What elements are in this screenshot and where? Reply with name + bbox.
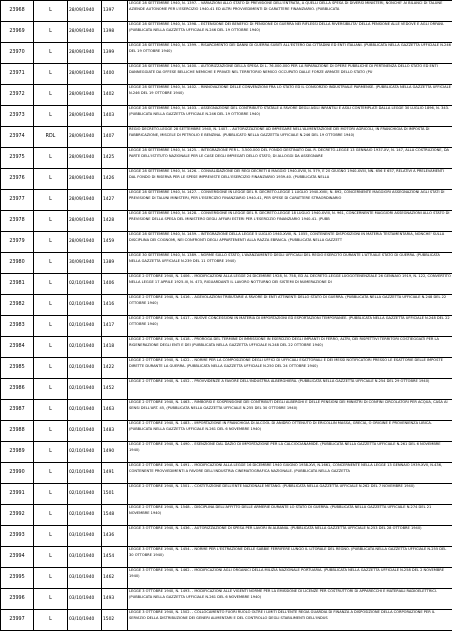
row-number: 1483 [102,421,128,442]
row-number: 1427 [102,190,128,211]
row-id: 23989 [1,442,34,463]
row-date: 28/09/1940 [68,43,102,64]
row-id: 23984 [1,337,34,358]
row-number: 1490 [102,442,128,463]
row-id: 23978 [1,211,34,232]
table-row [1,85,452,106]
row-number: 1428 [102,211,128,232]
row-number: 1397 [102,1,128,22]
table-row [1,568,452,589]
table-row [1,316,452,337]
row-id: 23995 [1,568,34,589]
table-row [1,190,452,211]
row-type: L [34,106,68,127]
row-type: L [34,463,68,484]
row-text: LEGGE 28 SETTEMBRE 1940, N. 1426. - CONVALIDAZIONE DEI REGI DECRETI 8 MAGGIO 1940-XVIII, N. 579, E 20 GIUGNO 1940-XVIII, NN. 656 E 657, RELATIVI A PRELEVAMENTI DAL FONDO DI RISERVA PER LE SPESE IMPREVISTE DELL'ESERCIZIO FINANZIARIO 1939-40. (PUBBLICATA NELLA [128,169,452,190]
row-text: LEGGE 2 OTTOBRE 1940, N. 1406. - MODIFICAZIONI ALLA LEGGE 24 DICEMBRE 1928, N. 758, ED AL DECRETO-LEGGE LUOGOTENENZIALE 26 GENNAIO 1919, N. 122, CONVERTITO NELLA LEGGE 17 APRILE 1925-III, N. 473, RIGUARDANTI IL LAVORO NOTTURNO DEI SISTEMI DI NUMERAZIONE DI [128,274,452,295]
row-date: 28/09/1940 [68,190,102,211]
row-number: 1548 [102,505,128,526]
row-date: 28/09/1940 [68,64,102,85]
row-date: 28/09/1940 [68,1,102,22]
table-row [1,610,452,631]
row-date: 30/09/1940 [68,253,102,274]
row-number: 1436 [102,526,128,547]
row-type: L [34,1,68,22]
row-id: 23974 [1,127,34,148]
row-id: 23988 [1,421,34,442]
table-row [1,274,452,295]
row-date: 03/10/1940 [68,547,102,568]
row-date: 02/10/1940 [68,316,102,337]
row-type: L [34,148,68,169]
row-number: 1422 [102,358,128,379]
table-row [1,589,452,610]
row-text: LEGGE 2 OTTOBRE 1940, N. 1452. - PROVVIDENZE A FAVORE DELL'INDUSTRIA ALBERGHIERA. (PUBBLICATA NELLA GAZZETTA UFFICIALE N.254 DEL 29 OTTOBRE 1940) [128,379,452,400]
row-id: 23990 [1,463,34,484]
row-id: 23970 [1,43,34,64]
row-text: LEGGE 2 OTTOBRE 1940, N. 1483. - IMPORTAZIONE IN FRANCHIGIA DI ALCOOL DI ANIDRO OTTENUTO DI ERICOLLIN MASSA, GRECIA, O ORIGINE E PROVENIENZA LIBICA. (PUBBLICATA NELLA GAZZETTA UFFICIALE N.261 DEL 6 NOVEMBRE 1940) [128,421,452,442]
row-date: 02/10/1940 [68,463,102,484]
row-type: L [34,484,68,505]
row-type: L [34,568,68,589]
row-date: 02/10/1940 [68,484,102,505]
row-id: 23987 [1,400,34,421]
row-date: 02/10/1940 [68,442,102,463]
row-date: 28/09/1940 [68,85,102,106]
row-number: 1389 [102,253,128,274]
row-type: L [34,526,68,547]
table-row [1,43,452,64]
row-type: L [34,253,68,274]
row-text: LEGGE 28 SETTEMBRE 1940, N. 1398. - ESTENSIONE DEI BENEFICI DI PENSIONE DI GUERRA NEI RIFLESSI DELLA RIVERSIBILITA' DELLA PENSIONE ALLE VEDOVE E AGLI ORFANI. (PUBBLICATA NELLA GAZZETTA UFFICIALE N.246 DEL 19 OTTOBRE 1940) [128,22,452,43]
row-id: 23979 [1,232,34,253]
row-text: LEGGE 3 OTTOBRE 1940, N. 1454. - NORME PER L'ESTRAZIONE DELLE SABBIE FERRIFERE LUNGO IL LITORALE DEL REGNO. (PUBBLICATA NELLA GAZZETTA UFFICIALE N.255 DEL 30 OTTOBRE 1940) [128,547,452,568]
row-type: L [34,547,68,568]
row-text: LEGGE 2 OTTOBRE 1940, N. 1417. - NUOVE CONCESSIONI IN MATERIA DI IMPORTAZIONI ED ESPORTAZIONI TEMPORANEE. (PUBBLICATA NELLA GAZZETTA UFFICIALE N.248 DEL 22 OTTOBRE 1940) [128,316,452,337]
table-row [1,421,452,442]
row-text: LEGGE 2 OTTOBRE 1940, N. 1491. - MODIFICAZIONI ALLA LEGGE 16 DICEMBRE 1940 GIUGNO 1938-XVI, N.1661, CONCERNENTE NELLA LEGGE 13 GENNAIO 1939-XVII, N.436, CONTENENTE PROVVEDIMENTI A FAVORE DELL'INDUSTRIA CINEMATOGRAFICA NAZIONALE. (PUBBLICATA NELLA GAZZETTA [128,463,452,484]
row-number: 1417 [102,316,128,337]
row-text: LEGGE 2 OTTOBRE 1940, N. 1501. - COSTITUZIONE DELL'ENTE NAZIONALE METANO. (PUBBLICATA NELLA GAZZETTA UFFICIALE N.262 DEL 7 NOVEMBRE 1940) [128,484,452,505]
row-date: 28/09/1940 [68,169,102,190]
row-text: LEGGE 28 SETTEMBRE 1940, N. 1399. - RISARCIMENTO DEI DANNI DI GUERRA SUBITI ALL'ESTERO DA CITTADINI ED ENTI ITALIANI. (PUBBLICATA NELLA GAZZETTA UFFICIALE N.246 DEL 19 OTTOBRE 1940) [128,43,452,64]
row-type: L [34,64,68,85]
row-id: 23976 [1,169,34,190]
row-text: LEGGE 2 OTTOBRE 1940, N. 1463. - RIMBORSI E SOSPENSIONE DEI CONTRIBUTI DEGLI ALBERGHI E DELLE PENSIONI DEI MINISTRI DI CONFINI CIRCOLATORI PER ACQUA, CASA AI SENSI DELL'ART. 45, (PUBBLICATA NELLA GAZZETTA UFFICIALE N.255 DEL 30 OTTOBRE 1940) [128,400,452,421]
row-id: 23992 [1,505,34,526]
row-text: LEGGE 2 OTTOBRE 1940, N. 1490. - ESENZIONE DAL DAZIO DI IMPORTAZIONE PER LA CALCIOCIANAMIDE. (PUBBLICATA NELLA GAZZETTA UFFICIALE N.261 DEL 6 NOVEMBRE 1940) [128,442,452,463]
row-id: 23977 [1,190,34,211]
row-id: 23975 [1,148,34,169]
row-id: 23972 [1,85,34,106]
row-id: 23968 [1,1,34,22]
row-text: LEGGE 2 OTTOBRE 1940, N. 1548. - DISCIPLINA DELL'AFFITTO DELLE ARMERIE DURANTE LO STATO DI GUERRA. (PUBBLICATA NELLA GAZZETTA UFFICIALE N.274 DEL 21 NOVEMBRE 1940) [128,505,452,526]
table-row [1,358,452,379]
row-text: LEGGE 2 OTTOBRE 1940, N. 1418. - PROROGA DEL TERMINE DI IMMISSIONE IN ESERCIZIO DEGLI IMPIANTI DI FERRO, ALTRI, DEI RISPETTIVI TERRITORI COSTIEGGIATI PER LA RIGENERAZIONE DEGLI ENTI E DEI (PUBBLICATA NELLA GAZZETTA UFFICIALE N.248 DEL 22 OTTOBRE 1940) [128,337,452,358]
row-text: LEGGE 28 SETTEMBRE 1940, N. 1400. - AUTORIZZAZIONE DELLA SPESA DI L. 76.000.000 PER LA RIPARAZIONE DI OPERE PUBBLICHE DI PERTINENZA DELLO STATO ED ENTI DANNEGGIATE DA OFFESE BELLICHE NEMICHE E PRIVATI NEL TERRITORIO NEMICO OCCUPATO DALLE FORZE ARMATE DELLO STATO (PU [128,64,452,85]
row-type: L [34,274,68,295]
row-type: L [34,400,68,421]
table-row [1,169,452,190]
row-number: 1402 [102,85,128,106]
table-row [1,148,452,169]
row-text: LEGGE 30 SETTEMBRE 1940, N. 1389. - NORME SULLO STATO, L'AVANZAMENTO DEGLI UFFICIALI DEL REGIO ESERCITO DURANTE L'ATTUALE STATO DI GUERRA. (PUBBLICATA NELLA GAZZETTA UFFICIALE N.239 DEL 11 OTTOBRE 1940) [128,253,452,274]
row-number: 1407 [102,127,128,148]
row-id: 23973 [1,106,34,127]
row-date: 03/10/1940 [68,526,102,547]
row-type: L [34,505,68,526]
table-row [1,106,452,127]
row-date: 02/10/1940 [68,337,102,358]
table-row [1,1,452,22]
row-id: 23996 [1,589,34,610]
row-id: 23983 [1,316,34,337]
table-row [1,442,452,463]
row-text: LEGGE 28 SETTEMBRE 1940, N. 1403. - ASSEGNAZIONE DEL CONTRIBUTO STATALE A FAVORE DEGLI ASILI INFANTILI E ASILI CONTEMPLATI DALLA LEGGE 30 LUGLIO 1896, N. 343. (PUBBLICATA NELLA GAZZETTA UFFICIALE N.246 DEL 19 OTTOBRE 1940) [128,106,452,127]
row-date: 28/09/1940 [68,148,102,169]
row-type: L [34,295,68,316]
row-number: 1418 [102,337,128,358]
row-date: 02/10/1940 [68,400,102,421]
row-date: 28/09/1940 [68,127,102,148]
row-number: 1426 [102,169,128,190]
row-type: L [34,358,68,379]
row-text: LEGGE 28 SETTEMBRE 1940, N. 1397. - VARIAZIONI ALLO STATO DI PREVISIONE DELL'ENTRATA, A QUELLI DELLA SPESA DI DIVERSI MINISTERI, NONCHE' AI BILANCI DI TALUNE AZIENDE AUTONOME PER L'ESERCIZIO 1940-41 ED ALTRI PROVVEDIMENTI DI CARATTERE FINANZIARIO. (PUBBLICATA [128,1,452,22]
row-type: RDL [34,127,68,148]
row-date: 28/09/1940 [68,22,102,43]
row-number: 1400 [102,64,128,85]
row-number: 1454 [102,547,128,568]
row-id: 23981 [1,274,34,295]
row-type: L [34,190,68,211]
row-type: L [34,232,68,253]
row-id: 23997 [1,610,34,631]
row-number: 1462 [102,568,128,589]
row-number: 1463 [102,400,128,421]
row-number: 1403 [102,106,128,127]
row-number: 1502 [102,610,128,631]
table-row [1,526,452,547]
table-row [1,295,452,316]
row-text: LEGGE 28 SETTEMBRE 1940, N. 1425. - INTEGRAZIONE PER L. 3.500.000 DEL FONDO DESTINATO DAL R. DECRETO-LEGGE 13 GENNAIO 1937-XV, N. 147, ALLA COSTRUZIONE, DA PARTE DELL'ISTITUTO NAZIONALE PER LE CASE DEGLI IMPIEGATI DELLO STATO, DI ALLOGGI DA ASSEGNARE [128,148,452,169]
row-id: 23993 [1,526,34,547]
row-date: 02/10/1940 [68,379,102,400]
row-date: 02/10/1940 [68,421,102,442]
row-type: L [34,85,68,106]
row-id: 23985 [1,358,34,379]
row-id: 23994 [1,547,34,568]
row-text: LEGGE 28 SETTEMBRE 1940, N. 1402. - RINNOVAZIONE DELLE CONVENZIONI FRA LO STATO ED IL CONSORZIO INDUSTRIALE PARMENSE. (PUBBLICATA NELLA GAZZETTA UFFICIALE N.246 DEL 19 OTTOBRE 1940) [128,85,452,106]
row-text: LEGGE 3 OTTOBRE 1940, N. 1493. - MODIFICAZIONI ALLE VIGENTI NORME PER LA EMISSIONE DI LICENZE PER COSTRUTTORI DI APPARECCHI E MATERIALI RADIOELETTRICI. (PUBBLICATA NELLA GAZZETTA UFFICIALE N.261 DEL 6 NOVEMBRE 1940) [128,589,452,610]
row-date: 02/10/1940 [68,295,102,316]
row-number: 1459 [102,232,128,253]
row-date: 03/10/1940 [68,589,102,610]
table-row [1,484,452,505]
row-type: L [34,610,68,631]
row-type: L [34,169,68,190]
row-number: 1425 [102,148,128,169]
table-row [1,379,452,400]
row-text: LEGGE 28 SETTEMBRE 1940, N. 1428. - CONVERSIONE IN LEGGE DEL R. DECRETO-LEGGE 18 LUGLIO 1940-XVIII, N. 961, CONCERNENTE MAGGIORI ASSEGNAZIONI ALLO STATO DI PREVISIONE DELLA SPESA DEL MINISTERO DEGLI AFFARI ESTERI PER L'ESERCIZIO FINANZIARIO 1940-41. (PUBB [128,211,452,232]
row-text: LEGGE 3 OTTOBRE 1940, N. 1462. - MODIFICAZIONI AGLI ORGANICI DELLA MILIZIA NAZIONALE PORTUARIA. (PUBBLICATA NELLA GAZZETTA UFFICIALE N.258 DEL 2 NOVEMBRE 1940) [128,568,452,589]
row-number: 1399 [102,43,128,64]
row-date: 28/09/1940 [68,106,102,127]
row-date: 02/10/1940 [68,274,102,295]
row-id: 23982 [1,295,34,316]
table-row [1,22,452,43]
row-number: 1501 [102,484,128,505]
row-type: L [34,43,68,64]
table-row [1,232,452,253]
table-row [1,400,452,421]
table-row [1,337,452,358]
table-row [1,547,452,568]
table-row [1,463,452,484]
row-number: 1406 [102,274,128,295]
row-date: 03/10/1940 [68,610,102,631]
row-number: 1416 [102,295,128,316]
table-row [1,211,452,232]
row-date: 28/09/1940 [68,232,102,253]
row-date: 03/10/1940 [68,568,102,589]
row-text: LEGGE 3 OTTOBRE 1940, N. 1436. - AUTORIZZAZIONE DI SPESA PER LAVORI IN ALBANIA. (PUBBLICATA NELLA GAZZETTA UFFICIALE N.253 DEL 28 OTTOBRE 1940) [128,526,452,547]
row-id: 23980 [1,253,34,274]
row-type: L [34,442,68,463]
row-text: LEGGE 2 OTTOBRE 1940, N. 1416. - AGEVOLAZIONI TRIBUTARIE A FAVORE DI ENTI ATTINENTI DELLO STATO DI GUERRA. (PUBBLICATA NELLA GAZZETTA UFFICIALE N.248 DEL 22 OTTOBRE 1940) [128,295,452,316]
row-type: L [34,337,68,358]
row-date: 02/10/1940 [68,358,102,379]
row-number: 1398 [102,22,128,43]
row-type: L [34,421,68,442]
row-id: 23971 [1,64,34,85]
row-type: L [34,379,68,400]
row-type: L [34,22,68,43]
table-body [1,1,452,631]
row-text: LEGGE 28 SETTEMBRE 1940, N. 1427. - CONVERSIONE IN LEGGE DEL R. DECRETO-LEGGE 1 LUGLIO 1940-XVIII, N. 892, CONCERNENTE MAGGIORI ASSEGNAZIONI AGLI STATI DI PREVISIONE DI TALUNI MINISTERI, PER L'ESERCIZIO FINANZIARIO 1940-41, PER SPESE DI CARATTERE STRAORDINARIO [128,190,452,211]
row-text: LEGGE 2 OTTOBRE 1940, N. 1422. - NORME PER LA COMPOSIZIONE DEGLI UFFICI DI UFFICIALI ESATTORIALI E DEI MESSI NOTIFICATORI PRESSO LE ESATTORIE DELLE IMPOSTE DIRETTE DURANTE LA GUERRA. (PUBBLICATA NELLA GAZZETTA UFFICIALE N.250 DEL 24 OTTOBRE 1940) [128,358,452,379]
row-number: 1452 [102,379,128,400]
row-id: 23991 [1,484,34,505]
row-date: 28/09/1940 [68,211,102,232]
row-date: 02/10/1940 [68,505,102,526]
table-row [1,253,452,274]
table-row [1,64,452,85]
row-type: L [34,316,68,337]
row-id: 23969 [1,22,34,43]
row-text: LEGGE 28 SETTEMBRE 1940, N. 1459. - INTEGRAZIONE DELLA LEGGE 5 LUGLIO 1940-XVIII, N. 1055, CONTENENTE DISPOSIZIONI IN MATERIA TESTAMENTARIA, NONCHE' SULLA DISCIPLINA DEI COGNOMI, NEI CONFRONTI DEGLI APPARTENENTI ALLA RAZZA EBRAICA. (PUBBLICATA NELLA GAZZETT [128,232,452,253]
row-number: 1493 [102,589,128,610]
table-row [1,127,452,148]
row-text: LEGGE 3 OTTOBRE 1940, N. 1502. - COLLOCAMENTO FUORI RUOLO OLTRE I LIMITI DELL'ENTE REGIA GUARDIA DI FINANZA A DISPOSIZIONE DELLA CORPORAZIONE PER IL SERVIZIO DELLA DISTRIBUZIONE DEI GENERI ALIMENTARI E DEL CONTROLLO DEGLI STABILIMENTI DELL'INDUS [128,610,452,631]
table-row [1,505,452,526]
row-id: 23986 [1,379,34,400]
row-number: 1491 [102,463,128,484]
row-text: REGIO DECRETO-LEGGE 28 SETTEMBRE 1940, N. 1407. - AUTORIZZAZIONE AD IMPIEGARE NELL'ALIMENTAZIONE DEI MOTORI AGRICOLI, IN FRANCHIGIA DI IMPOSTA DI FABBRICAZIONE, MISCELE DI PETROLIO E BENZINA. (PUBBLICATO NELLA GAZZETTA UFFICIALE N.246 DEL 19 OTTOBRE 1940) [128,127,452,148]
row-type: L [34,589,68,610]
row-type: L [34,211,68,232]
